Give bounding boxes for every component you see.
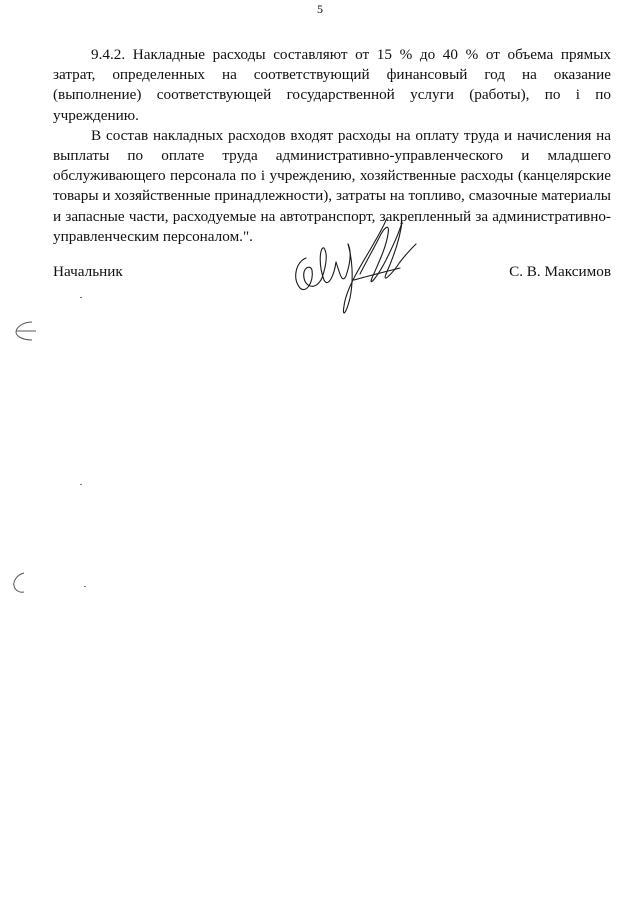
- scan-speck: [80, 484, 82, 485]
- punch-hole-mark-upper: [12, 318, 38, 344]
- signatory-name: С. В. Максимов: [509, 263, 611, 280]
- signature-block: [53, 262, 611, 284]
- punch-hole-mark-lower: [10, 570, 28, 596]
- signatory-title: Начальник: [53, 263, 123, 280]
- document-body: [53, 45, 611, 247]
- scan-speck: [80, 297, 82, 298]
- paragraph-overhead-rate: 9.4.2. Накладные расходы составляют от 15 % до 40 % от объема прямых затрат, определенных на соответствующий финансовый год на оказание (выполнение) соответствующей государственной услуги (работы), по і по учреждению.: [53, 46, 611, 124]
- scan-speck: [84, 586, 86, 587]
- paragraph-overhead-composition: В состав накладных расходов входят расходы на оплату труда и начисления на выплаты по оплате труда административно-управленческого и младшего обслуживающего персонала по і учреждению, хозяйственные расходы (канцелярские товары и хозяйственные принадлежности), затраты на топливо, смазочные материалы и запасные части, расходуемые на автотранспорт, закрепленный за административно-управленческим персоналом.".: [53, 126, 611, 245]
- page-number: 5: [317, 2, 323, 16]
